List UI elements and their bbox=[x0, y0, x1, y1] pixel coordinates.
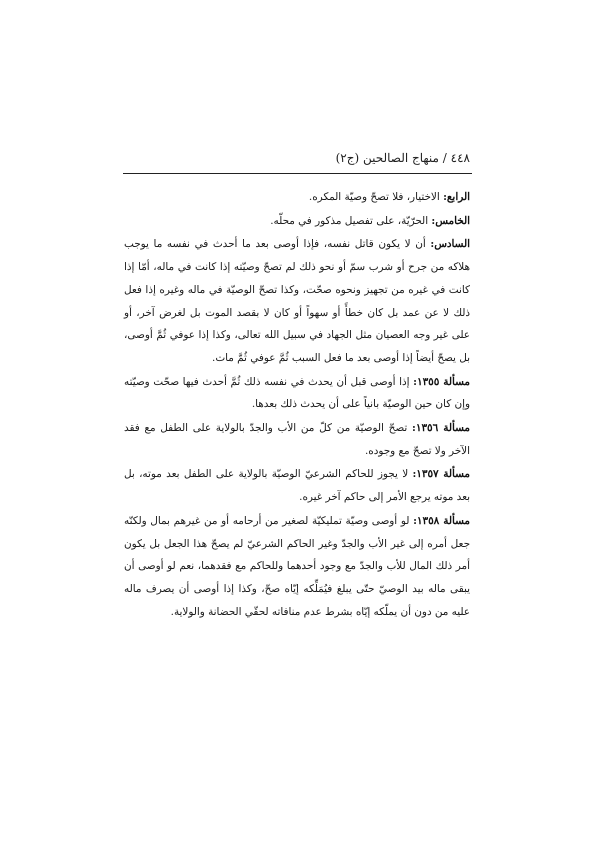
paragraph-lead: مسألة ١٣٥٨: bbox=[413, 514, 470, 527]
paragraph-lead: الرابع: bbox=[443, 191, 470, 203]
header-rule bbox=[123, 173, 472, 174]
paragraph-lead: السادس: bbox=[430, 238, 470, 251]
paragraph-lead: مسألة ١٣٥٥: bbox=[413, 375, 470, 388]
paragraph-lead: الخامس: bbox=[431, 214, 470, 227]
paragraph-issue-1357 bbox=[124, 463, 470, 508]
paragraph-fifth-condition bbox=[124, 210, 470, 233]
paragraph-lead: مسألة ١٣٥٦: bbox=[412, 422, 470, 435]
paragraph-lead: مسألة ١٣٥٧: bbox=[412, 468, 470, 481]
paragraph-text: الاختيار، فلا تصحّ وصيّة المكره. bbox=[308, 191, 444, 203]
paragraph-issue-1355 bbox=[124, 371, 470, 416]
paragraph-sixth-condition bbox=[124, 233, 470, 369]
paragraph-text: لا يجوز للحاكم الشرعيّ الوصيّة بالولاية على الطفل بعد موته، بل بعد موته يرجع الأمر إلى حاكم آخر غيره. bbox=[124, 468, 470, 504]
body-text bbox=[124, 186, 470, 623]
paragraph-text: أن لا يكون قاتل نفسه، فإذا أوصى بعد ما أحدث في نفسه ما يوجب هلاكه من جرح أو شرب سمّ أو نحو ذلك لم تصحّ وصيّته إذا كانت في ماله، أمّا إذا كانت في غيره من تجهيز ونحوه صحّت، وكذا تصحّ الوصيّة في ماله وغيره إذا فعل ذلك لا عن عمد بل كان خطأً أو سهواً أو كان لا بقصد الموت بل لغرض آخر، أو على غير وجه العصيان مثل الجهاد في سبيل الله تعالى، وكذا إذا عوفي ثُمَّ أوصى، بل يصحّ أيضاً إذا أوصى بعد ما فعل السبب ثُمَّ عوفي ثُمَّ مات. bbox=[124, 238, 470, 364]
paragraph-issue-1358 bbox=[124, 510, 470, 624]
paragraph-text: لو أوصى وصيّة تمليكيّة لصغير من أرحامه أو من غيرهم بمال ولكنّه جعل أمره إلى غير الأب والجدّ وغير الحاكم الشرعيّ لم يصحّ هذا الجعل بل يكون أمر ذلك المال للأب والجدّ مع وجود أحدهما وللحاكم مع فقدهما، نعم لو أوصى أن يبقى ماله بيد الوصيّ حتّى يبلغ فيُمَلِّكه إيّاه صحّ، وكذا إذا أوصى أن يصرف ماله عليه من دون أن يملّكه إيّاه بشرط عدم منافاته لحقّي الحضانة والولاية. bbox=[124, 514, 470, 618]
paragraph-text: تصحّ الوصيّة من كلّ من الأب والجدّ بالولاية على الطفل مع فقد الآخر ولا تصحّ مع وجوده. bbox=[124, 422, 470, 457]
paragraph-text: الحرّيّة، على تفصيل مذكور في محلّه. bbox=[270, 214, 432, 227]
running-header: ٤٤٨ / منهاج الصالحين (ج٢) bbox=[335, 151, 470, 165]
paragraph-text: إذا أوصى قبل أن يحدث في نفسه ذلك ثُمَّ أحدث فيها صحّت وصيّته وإن كان حين الوصيّة بانياً على أن يحدث ذلك بعدها. bbox=[124, 375, 470, 411]
paragraph-fourth-condition bbox=[124, 186, 470, 209]
paragraph-issue-1356 bbox=[124, 417, 470, 462]
